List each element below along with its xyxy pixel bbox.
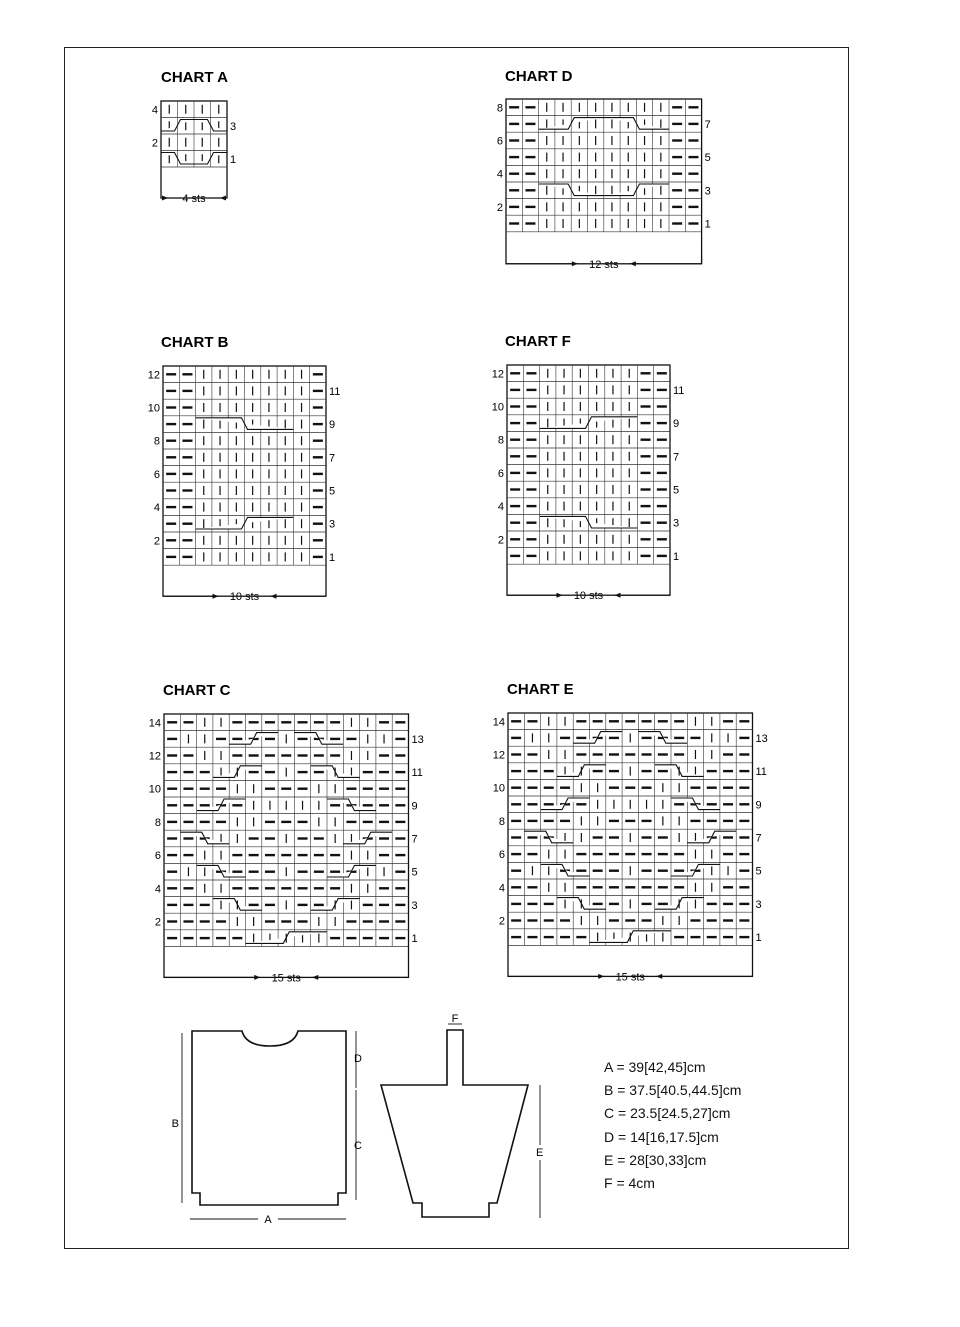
chart-c-row-number: 7 — [411, 833, 418, 846]
measurement-a: A = 39[42,45]cm — [604, 1059, 706, 1075]
chart-a-sts-label: 4 sts — [182, 193, 206, 205]
chart-a-grid — [152, 101, 236, 201]
measurement-b: B = 37.5[40.5,44.5]cm — [604, 1082, 742, 1099]
chart-d-row-number: 8 — [496, 102, 503, 115]
chart-d-sts-label: 12 sts — [589, 258, 619, 271]
chart-e-row-number: 13 — [755, 732, 768, 745]
chart-e-title: CHART E — [507, 681, 574, 698]
chart-e-row-number: 10 — [492, 782, 505, 795]
chart-a-row-number: 3 — [230, 120, 237, 133]
chart-b-row-number: 6 — [153, 468, 160, 481]
measurement-c: C = 23.5[24.5,27]cm — [604, 1105, 731, 1122]
chart-f-row-number: 10 — [491, 401, 504, 414]
chart-f-row-number: 2 — [497, 534, 504, 547]
chart-d-grid — [497, 99, 711, 266]
chart-f-row-number: 1 — [673, 550, 680, 563]
sleeve-label-e: E — [536, 1147, 544, 1159]
chart-c-row-number: 2 — [154, 916, 161, 929]
chart-f-row-number: 4 — [497, 501, 504, 514]
chart-d-title: CHART D — [505, 68, 573, 85]
chart-b-row-number: 4 — [153, 502, 160, 515]
chart-c-row-number: 10 — [148, 783, 161, 796]
body-schematic — [192, 1031, 346, 1205]
chart-f-sts-label: 10 sts — [573, 590, 604, 603]
chart-f-row-number: 9 — [673, 418, 680, 431]
chart-c-row-number: 6 — [154, 850, 161, 863]
chart-b-row-number: 7 — [329, 452, 336, 465]
measurements-legend — [604, 1056, 741, 1195]
chart-a-title: CHART A — [161, 69, 228, 86]
chart-a-row-number: 1 — [230, 153, 237, 166]
chart-b-grid — [148, 366, 341, 599]
chart-e-sts-label: 15 sts — [615, 971, 645, 984]
chart-b-row-number: 12 — [147, 369, 160, 382]
sleeve-label-f: F — [451, 1013, 459, 1025]
chart-c-title: CHART C — [163, 682, 231, 699]
chart-b-row-number: 1 — [329, 551, 336, 564]
measurement-f: F = 4cm — [604, 1175, 655, 1192]
chart-e-row-number: 9 — [755, 799, 762, 812]
chart-b-row-number: 10 — [147, 402, 160, 415]
sleeve-dimension-lines — [448, 1024, 540, 1218]
body-label-c: C — [354, 1140, 362, 1152]
chart-c-sts-label: 15 sts — [271, 972, 301, 985]
chart-c-row-number: 5 — [411, 866, 418, 879]
chart-f-row-number: 3 — [673, 517, 680, 530]
chart-f-row-number: 6 — [497, 467, 504, 480]
chart-c-row-number: 9 — [411, 800, 418, 813]
chart-f-row-number: 12 — [491, 368, 504, 381]
chart-f-grid — [492, 365, 685, 598]
chart-d-row-number: 3 — [704, 185, 711, 198]
chart-b-row-number: 9 — [329, 419, 336, 432]
chart-e-row-number: 11 — [755, 766, 767, 779]
chart-d-row-number: 6 — [496, 135, 503, 148]
chart-c-row-number: 8 — [154, 816, 161, 829]
chart-e-row-number: 5 — [755, 865, 762, 878]
chart-b-row-number: 2 — [153, 535, 160, 548]
chart-b-title: CHART B — [161, 334, 229, 351]
chart-e-row-number: 12 — [492, 749, 505, 762]
chart-a-row-number: 2 — [151, 137, 158, 150]
chart-c-row-number: 4 — [154, 883, 161, 896]
chart-e-row-number: 3 — [755, 898, 762, 911]
chart-c-row-number: 12 — [148, 750, 161, 763]
chart-e-row-number: 1 — [755, 932, 762, 945]
chart-e-grid — [493, 713, 768, 979]
sleeve-schematic — [381, 1030, 528, 1217]
chart-c-row-number: 3 — [411, 899, 418, 912]
chart-f-row-number: 11 — [673, 384, 685, 397]
chart-e-row-number: 6 — [498, 849, 505, 862]
chart-c-grid — [149, 714, 424, 980]
body-dimension-lines — [182, 1031, 356, 1219]
chart-b-row-number: 5 — [329, 485, 336, 498]
chart-c-row-number: 13 — [411, 733, 424, 746]
chart-f-row-number: 7 — [673, 451, 680, 464]
chart-b-row-number: 8 — [153, 435, 160, 448]
chart-b-row-number: 3 — [329, 518, 336, 531]
chart-c-row-number: 11 — [411, 767, 423, 780]
chart-c-row-number: 1 — [411, 933, 418, 946]
chart-e-row-number: 8 — [498, 815, 505, 828]
chart-c-row-number: 14 — [148, 717, 161, 730]
chart-b-sts-label: 10 sts — [229, 591, 260, 604]
chart-f-row-number: 5 — [673, 484, 680, 497]
chart-e-row-number: 4 — [498, 882, 505, 895]
measurement-e: E = 28[30,33]cm — [604, 1151, 707, 1168]
chart-d-row-number: 2 — [496, 201, 503, 214]
chart-e-row-number: 2 — [498, 915, 505, 928]
chart-f-row-number: 8 — [497, 434, 504, 447]
chart-a-row-number: 4 — [151, 104, 158, 117]
chart-d-row-number: 7 — [704, 118, 711, 131]
chart-e-row-number: 7 — [755, 832, 762, 845]
body-label-b: B — [171, 1118, 179, 1130]
chart-d-row-number: 1 — [704, 218, 711, 231]
chart-f-title: CHART F — [505, 333, 571, 350]
measurement-d: D = 14[16,17.5]cm — [604, 1128, 719, 1145]
body-label-a: A — [264, 1214, 272, 1226]
body-label-d: D — [354, 1053, 362, 1065]
chart-d-row-number: 4 — [496, 168, 503, 181]
chart-b-row-number: 11 — [329, 385, 341, 398]
chart-d-row-number: 5 — [704, 152, 711, 165]
chart-e-row-number: 14 — [492, 716, 505, 729]
